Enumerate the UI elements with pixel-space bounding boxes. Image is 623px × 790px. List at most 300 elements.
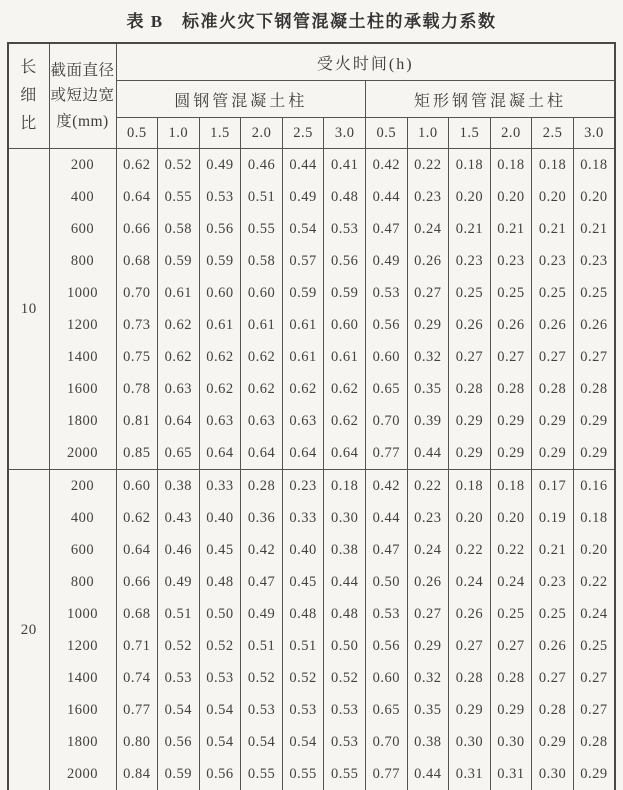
coefficient-value-cell: 0.18	[573, 149, 615, 182]
coefficient-value-cell: 0.52	[282, 662, 324, 694]
coefficient-value-cell: 0.26	[573, 309, 615, 341]
coefficient-value-cell: 0.16	[573, 470, 615, 503]
coefficient-value-cell: 0.56	[158, 726, 200, 758]
group-header-circular-column: 圆钢管混凝土柱	[116, 81, 365, 118]
coefficient-value-cell: 0.50	[199, 598, 241, 630]
coefficient-value-cell: 0.28	[573, 373, 615, 405]
section-size-cell: 1400	[49, 341, 116, 373]
coefficient-value-cell: 0.65	[365, 373, 407, 405]
coefficient-value-cell: 0.63	[199, 405, 241, 437]
coefficient-value-cell: 0.64	[199, 437, 241, 470]
coefficient-value-cell: 0.29	[573, 405, 615, 437]
coefficient-value-cell: 0.27	[407, 277, 449, 309]
coefficient-value-cell: 0.45	[282, 566, 324, 598]
coefficient-value-cell: 0.53	[365, 598, 407, 630]
section-size-cell: 600	[49, 213, 116, 245]
coefficient-value-cell: 0.38	[324, 534, 366, 566]
coefficient-value-cell: 0.23	[449, 245, 491, 277]
table-row	[8, 181, 615, 213]
coefficient-value-cell: 0.53	[324, 213, 366, 245]
coefficient-value-cell: 0.48	[282, 598, 324, 630]
coefficient-value-cell: 0.33	[282, 502, 324, 534]
coefficient-value-cell: 0.49	[158, 566, 200, 598]
coefficient-value-cell: 0.27	[490, 341, 532, 373]
coefficient-value-cell: 0.23	[407, 502, 449, 534]
time-col-header: 2.0	[490, 118, 532, 149]
coefficient-value-cell: 0.26	[407, 245, 449, 277]
coefficient-value-cell: 0.56	[365, 309, 407, 341]
coefficient-value-cell: 0.53	[282, 694, 324, 726]
coefficient-value-cell: 0.21	[573, 213, 615, 245]
coefficient-value-cell: 0.62	[116, 149, 158, 182]
time-col-header: 3.0	[573, 118, 615, 149]
coefficient-value-cell: 0.25	[532, 277, 574, 309]
coefficient-value-cell: 0.20	[532, 181, 574, 213]
coefficient-value-cell: 0.74	[116, 662, 158, 694]
coefficient-value-cell: 0.44	[407, 758, 449, 790]
coefficient-value-cell: 0.21	[532, 213, 574, 245]
coefficient-value-cell: 0.22	[573, 566, 615, 598]
coefficient-value-cell: 0.59	[199, 245, 241, 277]
coefficient-value-cell: 0.63	[241, 405, 283, 437]
table-row	[8, 662, 615, 694]
coefficient-value-cell: 0.28	[490, 373, 532, 405]
coefficient-value-cell: 0.47	[365, 213, 407, 245]
coefficient-value-cell: 0.64	[116, 534, 158, 566]
slenderness-value-cell: 20	[8, 470, 49, 790]
coefficient-value-cell: 0.68	[116, 598, 158, 630]
coefficient-value-cell: 0.75	[116, 341, 158, 373]
coefficient-value-cell: 0.56	[199, 213, 241, 245]
coefficient-value-cell: 0.27	[532, 662, 574, 694]
section-size-header	[49, 43, 116, 149]
section-size-cell: 400	[49, 181, 116, 213]
coefficient-value-cell: 0.52	[199, 630, 241, 662]
coefficient-value-cell: 0.29	[407, 309, 449, 341]
coefficient-value-cell: 0.18	[490, 470, 532, 503]
coefficient-value-cell: 0.28	[573, 726, 615, 758]
coefficient-value-cell: 0.64	[116, 181, 158, 213]
coefficient-value-cell: 0.42	[365, 470, 407, 503]
section-size-cell: 600	[49, 534, 116, 566]
table-row	[8, 437, 615, 470]
coefficient-value-cell: 0.20	[573, 181, 615, 213]
section-size-header-line: 度(mm)	[56, 112, 109, 130]
coefficient-value-cell: 0.42	[365, 149, 407, 182]
coefficient-value-cell: 0.44	[324, 566, 366, 598]
coefficient-value-cell: 0.45	[199, 534, 241, 566]
coefficient-value-cell: 0.78	[116, 373, 158, 405]
coefficient-value-cell: 0.62	[241, 341, 283, 373]
table-row	[8, 341, 615, 373]
coefficient-value-cell: 0.38	[407, 726, 449, 758]
coefficient-value-cell: 0.49	[365, 245, 407, 277]
coefficient-value-cell: 0.46	[158, 534, 200, 566]
load-coefficient-table	[7, 42, 616, 790]
coefficient-value-cell: 0.61	[324, 341, 366, 373]
time-col-header: 2.5	[532, 118, 574, 149]
coefficient-value-cell: 0.54	[282, 213, 324, 245]
coefficient-value-cell: 0.77	[365, 758, 407, 790]
coefficient-value-cell: 0.23	[490, 245, 532, 277]
section-size-header-line: 截面直径	[50, 62, 115, 80]
coefficient-value-cell: 0.29	[573, 437, 615, 470]
coefficient-value-cell: 0.18	[490, 149, 532, 182]
coefficient-value-cell: 0.53	[199, 181, 241, 213]
coefficient-value-cell: 0.29	[490, 694, 532, 726]
time-col-header: 3.0	[324, 118, 366, 149]
coefficient-value-cell: 0.60	[199, 277, 241, 309]
coefficient-value-cell: 0.25	[449, 277, 491, 309]
coefficient-value-cell: 0.60	[365, 341, 407, 373]
coefficient-value-cell: 0.60	[116, 470, 158, 503]
coefficient-value-cell: 0.55	[282, 758, 324, 790]
coefficient-value-cell: 0.49	[282, 181, 324, 213]
coefficient-value-cell: 0.54	[282, 726, 324, 758]
coefficient-value-cell: 0.25	[573, 630, 615, 662]
coefficient-value-cell: 0.25	[490, 277, 532, 309]
coefficient-value-cell: 0.40	[199, 502, 241, 534]
group-header-rectangular-column: 矩形钢管混凝土柱	[365, 81, 615, 118]
coefficient-value-cell: 0.20	[490, 502, 532, 534]
coefficient-value-cell: 0.22	[407, 470, 449, 503]
coefficient-value-cell: 0.64	[241, 437, 283, 470]
coefficient-value-cell: 0.22	[490, 534, 532, 566]
coefficient-value-cell: 0.20	[449, 181, 491, 213]
coefficient-value-cell: 0.29	[449, 694, 491, 726]
coefficient-value-cell: 0.58	[158, 213, 200, 245]
coefficient-value-cell: 0.43	[158, 502, 200, 534]
coefficient-value-cell: 0.30	[449, 726, 491, 758]
coefficient-value-cell: 0.56	[324, 245, 366, 277]
coefficient-value-cell: 0.53	[324, 726, 366, 758]
coefficient-value-cell: 0.22	[449, 534, 491, 566]
coefficient-value-cell: 0.32	[407, 662, 449, 694]
coefficient-value-cell: 0.51	[158, 598, 200, 630]
coefficient-value-cell: 0.59	[324, 277, 366, 309]
coefficient-value-cell: 0.24	[407, 213, 449, 245]
coefficient-value-cell: 0.62	[241, 373, 283, 405]
coefficient-value-cell: 0.18	[324, 470, 366, 503]
coefficient-value-cell: 0.20	[490, 181, 532, 213]
coefficient-value-cell: 0.29	[532, 726, 574, 758]
time-col-header: 2.5	[282, 118, 324, 149]
coefficient-value-cell: 0.80	[116, 726, 158, 758]
coefficient-value-cell: 0.33	[199, 470, 241, 503]
coefficient-value-cell: 0.28	[532, 694, 574, 726]
section-size-cell: 1600	[49, 373, 116, 405]
coefficient-value-cell: 0.85	[116, 437, 158, 470]
coefficient-value-cell: 0.51	[241, 630, 283, 662]
section-size-cell: 1200	[49, 309, 116, 341]
coefficient-value-cell: 0.64	[324, 437, 366, 470]
coefficient-value-cell: 0.28	[532, 373, 574, 405]
coefficient-value-cell: 0.64	[282, 437, 324, 470]
coefficient-value-cell: 0.50	[365, 566, 407, 598]
coefficient-value-cell: 0.54	[199, 726, 241, 758]
coefficient-value-cell: 0.27	[490, 630, 532, 662]
coefficient-value-cell: 0.23	[532, 566, 574, 598]
coefficient-value-cell: 0.70	[365, 405, 407, 437]
coefficient-value-cell: 0.27	[532, 341, 574, 373]
coefficient-value-cell: 0.23	[573, 245, 615, 277]
section-size-cell: 1800	[49, 405, 116, 437]
coefficient-value-cell: 0.30	[490, 726, 532, 758]
coefficient-value-cell: 0.61	[282, 309, 324, 341]
coefficient-value-cell: 0.44	[365, 502, 407, 534]
slenderness-value-cell: 10	[8, 149, 49, 470]
coefficient-value-cell: 0.28	[241, 470, 283, 503]
coefficient-value-cell: 0.24	[449, 566, 491, 598]
coefficient-value-cell: 0.44	[282, 149, 324, 182]
table-row	[8, 726, 615, 758]
coefficient-value-cell: 0.77	[116, 694, 158, 726]
coefficient-value-cell: 0.27	[573, 662, 615, 694]
coefficient-value-cell: 0.52	[158, 149, 200, 182]
slenderness-block-20	[8, 470, 615, 790]
coefficient-value-cell: 0.65	[365, 694, 407, 726]
coefficient-value-cell: 0.20	[573, 534, 615, 566]
section-size-cell: 1800	[49, 726, 116, 758]
table-row	[8, 758, 615, 790]
coefficient-value-cell: 0.55	[241, 213, 283, 245]
time-col-header: 1.5	[449, 118, 491, 149]
coefficient-value-cell: 0.25	[573, 277, 615, 309]
coefficient-value-cell: 0.46	[241, 149, 283, 182]
coefficient-value-cell: 0.26	[407, 566, 449, 598]
coefficient-value-cell: 0.64	[158, 405, 200, 437]
table-row	[8, 694, 615, 726]
coefficient-value-cell: 0.44	[365, 181, 407, 213]
coefficient-value-cell: 0.31	[490, 758, 532, 790]
time-col-header: 1.0	[158, 118, 200, 149]
coefficient-value-cell: 0.17	[532, 470, 574, 503]
coefficient-value-cell: 0.70	[116, 277, 158, 309]
coefficient-value-cell: 0.31	[449, 758, 491, 790]
coefficient-value-cell: 0.62	[158, 341, 200, 373]
time-col-header: 2.0	[241, 118, 283, 149]
coefficient-value-cell: 0.62	[116, 502, 158, 534]
coefficient-value-cell: 0.48	[324, 181, 366, 213]
section-size-cell: 2000	[49, 437, 116, 470]
coefficient-value-cell: 0.18	[449, 470, 491, 503]
coefficient-value-cell: 0.49	[199, 149, 241, 182]
coefficient-value-cell: 0.23	[532, 245, 574, 277]
section-size-cell: 1200	[49, 630, 116, 662]
coefficient-value-cell: 0.59	[158, 758, 200, 790]
coefficient-value-cell: 0.25	[532, 598, 574, 630]
section-size-cell: 1000	[49, 277, 116, 309]
coefficient-value-cell: 0.29	[449, 437, 491, 470]
coefficient-value-cell: 0.53	[158, 662, 200, 694]
coefficient-value-cell: 0.21	[490, 213, 532, 245]
coefficient-value-cell: 0.22	[407, 149, 449, 182]
table-row	[8, 534, 615, 566]
time-col-header: 1.0	[407, 118, 449, 149]
coefficient-value-cell: 0.60	[241, 277, 283, 309]
coefficient-value-cell: 0.48	[324, 598, 366, 630]
coefficient-value-cell: 0.60	[324, 309, 366, 341]
coefficient-value-cell: 0.27	[573, 694, 615, 726]
table-row	[8, 309, 615, 341]
coefficient-value-cell: 0.35	[407, 694, 449, 726]
table-row	[8, 149, 615, 182]
coefficient-value-cell: 0.48	[199, 566, 241, 598]
section-size-cell: 400	[49, 502, 116, 534]
coefficient-value-cell: 0.84	[116, 758, 158, 790]
coefficient-value-cell: 0.61	[158, 277, 200, 309]
coefficient-value-cell: 0.24	[490, 566, 532, 598]
fire-time-header: 受火时间(h)	[116, 43, 615, 81]
section-size-header-line: 或短边宽	[50, 87, 115, 105]
slenderness-block-10	[8, 149, 615, 470]
coefficient-value-cell: 0.20	[449, 502, 491, 534]
coefficient-value-cell: 0.68	[116, 245, 158, 277]
coefficient-value-cell: 0.70	[365, 726, 407, 758]
page-title: 表 B 标准火灾下钢管混凝土柱的承载力系数	[126, 12, 497, 31]
coefficient-value-cell: 0.59	[158, 245, 200, 277]
coefficient-value-cell: 0.18	[573, 502, 615, 534]
coefficient-value-cell: 0.42	[241, 534, 283, 566]
coefficient-value-cell: 0.56	[199, 758, 241, 790]
slenderness-header-char: 比	[20, 115, 38, 132]
slenderness-header-char: 长	[20, 59, 38, 76]
coefficient-value-cell: 0.29	[490, 405, 532, 437]
coefficient-value-cell: 0.53	[241, 694, 283, 726]
table-row	[8, 213, 615, 245]
coefficient-value-cell: 0.41	[324, 149, 366, 182]
coefficient-value-cell: 0.62	[158, 309, 200, 341]
coefficient-value-cell: 0.26	[449, 598, 491, 630]
table-row	[8, 598, 615, 630]
coefficient-value-cell: 0.28	[449, 662, 491, 694]
coefficient-value-cell: 0.29	[449, 405, 491, 437]
table-row	[8, 245, 615, 277]
coefficient-value-cell: 0.27	[449, 630, 491, 662]
coefficient-value-cell: 0.29	[407, 630, 449, 662]
coefficient-value-cell: 0.27	[573, 341, 615, 373]
coefficient-value-cell: 0.36	[241, 502, 283, 534]
coefficient-value-cell: 0.55	[241, 758, 283, 790]
coefficient-value-cell: 0.61	[199, 309, 241, 341]
coefficient-value-cell: 0.66	[116, 566, 158, 598]
coefficient-value-cell: 0.39	[407, 405, 449, 437]
table-row	[8, 277, 615, 309]
coefficient-value-cell: 0.53	[199, 662, 241, 694]
coefficient-value-cell: 0.27	[449, 341, 491, 373]
coefficient-value-cell: 0.52	[324, 662, 366, 694]
coefficient-value-cell: 0.60	[365, 662, 407, 694]
coefficient-value-cell: 0.26	[532, 630, 574, 662]
coefficient-value-cell: 0.71	[116, 630, 158, 662]
section-size-cell: 800	[49, 566, 116, 598]
coefficient-value-cell: 0.56	[365, 630, 407, 662]
section-size-cell: 200	[49, 149, 116, 182]
coefficient-value-cell: 0.27	[407, 598, 449, 630]
coefficient-value-cell: 0.63	[282, 405, 324, 437]
table-row	[8, 405, 615, 437]
table-row	[8, 630, 615, 662]
coefficient-value-cell: 0.24	[407, 534, 449, 566]
coefficient-value-cell: 0.26	[532, 309, 574, 341]
coefficient-value-cell: 0.52	[158, 630, 200, 662]
section-size-cell: 2000	[49, 758, 116, 790]
coefficient-value-cell: 0.65	[158, 437, 200, 470]
table-row	[8, 373, 615, 405]
coefficient-value-cell: 0.30	[324, 502, 366, 534]
coefficient-value-cell: 0.26	[490, 309, 532, 341]
time-col-header: 0.5	[116, 118, 158, 149]
coefficient-value-cell: 0.59	[282, 277, 324, 309]
coefficient-value-cell: 0.30	[532, 758, 574, 790]
table-row	[8, 470, 615, 503]
coefficient-value-cell: 0.51	[282, 630, 324, 662]
coefficient-value-cell: 0.66	[116, 213, 158, 245]
coefficient-value-cell: 0.23	[407, 181, 449, 213]
coefficient-value-cell: 0.53	[365, 277, 407, 309]
table-header	[8, 43, 615, 149]
coefficient-value-cell: 0.40	[282, 534, 324, 566]
time-col-header: 1.5	[199, 118, 241, 149]
coefficient-value-cell: 0.21	[532, 534, 574, 566]
section-size-cell: 800	[49, 245, 116, 277]
coefficient-value-cell: 0.52	[241, 662, 283, 694]
section-size-cell: 200	[49, 470, 116, 503]
coefficient-value-cell: 0.62	[282, 373, 324, 405]
coefficient-value-cell: 0.81	[116, 405, 158, 437]
coefficient-value-cell: 0.61	[282, 341, 324, 373]
section-size-cell: 1600	[49, 694, 116, 726]
coefficient-value-cell: 0.53	[324, 694, 366, 726]
coefficient-value-cell: 0.55	[324, 758, 366, 790]
coefficient-value-cell: 0.54	[241, 726, 283, 758]
coefficient-value-cell: 0.25	[490, 598, 532, 630]
coefficient-value-cell: 0.57	[282, 245, 324, 277]
slenderness-header-char: 细	[20, 87, 38, 104]
coefficient-value-cell: 0.77	[365, 437, 407, 470]
coefficient-value-cell: 0.24	[573, 598, 615, 630]
coefficient-value-cell: 0.28	[490, 662, 532, 694]
coefficient-value-cell: 0.49	[241, 598, 283, 630]
coefficient-value-cell: 0.18	[532, 149, 574, 182]
coefficient-value-cell: 0.51	[241, 181, 283, 213]
table-row	[8, 566, 615, 598]
time-col-header: 0.5	[365, 118, 407, 149]
coefficient-value-cell: 0.28	[449, 373, 491, 405]
slenderness-ratio-header	[8, 43, 49, 149]
coefficient-value-cell: 0.54	[199, 694, 241, 726]
coefficient-value-cell: 0.47	[365, 534, 407, 566]
coefficient-value-cell: 0.62	[324, 373, 366, 405]
coefficient-value-cell: 0.38	[158, 470, 200, 503]
section-size-cell: 1000	[49, 598, 116, 630]
coefficient-value-cell: 0.21	[449, 213, 491, 245]
coefficient-value-cell: 0.29	[532, 437, 574, 470]
coefficient-value-cell: 0.50	[324, 630, 366, 662]
coefficient-value-cell: 0.29	[532, 405, 574, 437]
coefficient-value-cell: 0.29	[573, 758, 615, 790]
coefficient-value-cell: 0.61	[241, 309, 283, 341]
coefficient-value-cell: 0.26	[449, 309, 491, 341]
coefficient-value-cell: 0.62	[199, 341, 241, 373]
coefficient-value-cell: 0.73	[116, 309, 158, 341]
coefficient-value-cell: 0.44	[407, 437, 449, 470]
coefficient-value-cell: 0.55	[158, 181, 200, 213]
coefficient-value-cell: 0.23	[282, 470, 324, 503]
coefficient-value-cell: 0.62	[199, 373, 241, 405]
coefficient-value-cell: 0.18	[449, 149, 491, 182]
coefficient-value-cell: 0.32	[407, 341, 449, 373]
